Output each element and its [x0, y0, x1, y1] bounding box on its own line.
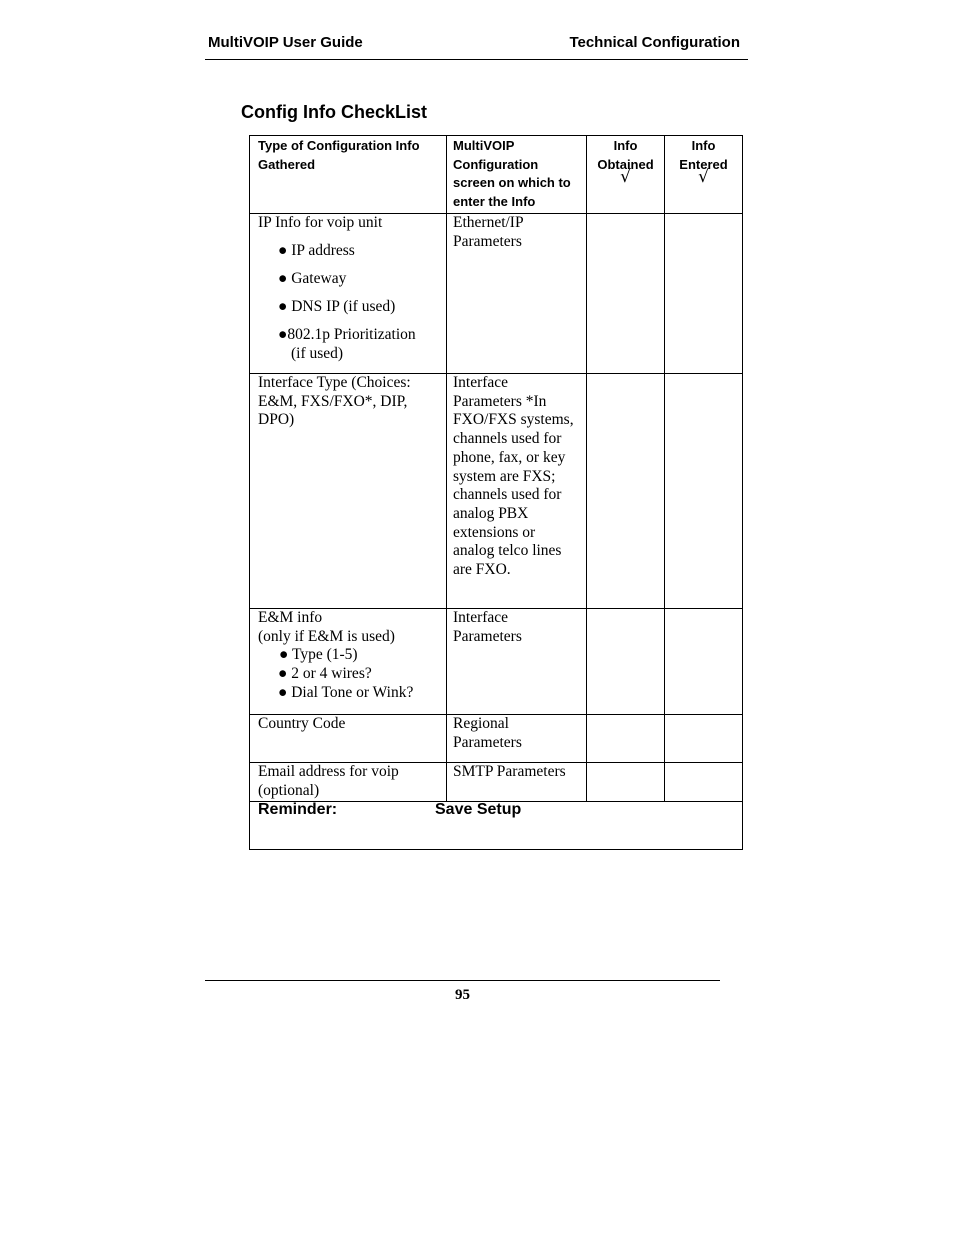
table-row [250, 374, 743, 609]
header-config-screen: MultiVOIP Configuration screen on which to enter the Info [447, 136, 587, 214]
reminder-value: Save Setup [435, 801, 522, 818]
list-item: ● IP address [278, 242, 355, 259]
cell-info-obtained [587, 763, 665, 802]
header-info-obtained-label: Info Obtained [597, 138, 654, 172]
cell-config-type: Country Code [250, 715, 447, 763]
list-item-continuation: (if used) [291, 344, 344, 362]
cell-info-entered [665, 214, 743, 374]
cell-info-entered [665, 374, 743, 609]
header-guide-title: MultiVOIP User Guide [208, 34, 363, 51]
footer-divider [205, 980, 720, 981]
cell-config-screen: SMTP Parameters [447, 763, 587, 802]
cell-info-obtained [587, 609, 665, 715]
list-item: ● Dial Tone or Wink? [278, 683, 414, 701]
cell-config-screen: Interface Parameters *In FXO/FXS systems, channels used for phone, fax, or key system are FXS; channels used for analog PBX extensions or analog telco lines are FXO. [447, 374, 587, 609]
check-mark-icon: √ [698, 167, 709, 187]
table-row [250, 763, 743, 802]
cell-info-obtained [587, 214, 665, 374]
cell-config-screen: Ethernet/IP Parameters [447, 214, 587, 374]
table-row [250, 715, 743, 763]
reminder-label: Reminder: [258, 801, 338, 818]
section-title: Config Info CheckList [241, 102, 427, 122]
cell-config-type: Interface Type (Choices: E&M, FXS/FXO*, DIP, DPO) [250, 374, 447, 609]
list-item: ● DNS IP (if used) [278, 298, 396, 315]
cell-info-entered [665, 763, 743, 802]
config-checklist-table [249, 135, 743, 850]
cell-info-entered [665, 715, 743, 763]
table-row [250, 214, 743, 374]
list-item: ● Gateway [278, 270, 347, 287]
config-type-text: IP Info for voip unit [258, 214, 383, 231]
check-mark-icon: √ [620, 167, 631, 187]
config-type-subtext: (only if E&M is used) [258, 627, 395, 645]
config-type-text: E&M info [258, 609, 323, 626]
header-config-type: Type of Configuration Info Gathered [250, 136, 447, 214]
reminder-row [250, 802, 743, 850]
list-item: ● Type (1-5) [279, 646, 358, 664]
page-number: 95 [455, 987, 470, 1003]
cell-info-entered [665, 609, 743, 715]
cell-config-type: Email address for voip (optional) [250, 763, 447, 802]
list-item [258, 326, 440, 363]
header-info-obtained [587, 136, 665, 214]
header-info-entered [665, 136, 743, 214]
table-row [250, 609, 743, 715]
page-header [205, 30, 748, 60]
cell-info-obtained [587, 715, 665, 763]
cell-config-type [250, 214, 447, 374]
header-section-title: Technical Configuration [569, 34, 740, 51]
cell-info-obtained [587, 374, 665, 609]
cell-config-type [250, 609, 447, 715]
table-header-row [250, 136, 743, 214]
cell-config-screen: Interface Parameters [447, 609, 587, 715]
header-info-entered-label: Info Entered [679, 138, 728, 172]
cell-config-screen: Regional Parameters [447, 715, 587, 763]
list-item: ● 2 or 4 wires? [278, 665, 372, 683]
list-item-text: ●802.1p Prioritization [278, 326, 416, 343]
reminder-cell [250, 802, 743, 850]
